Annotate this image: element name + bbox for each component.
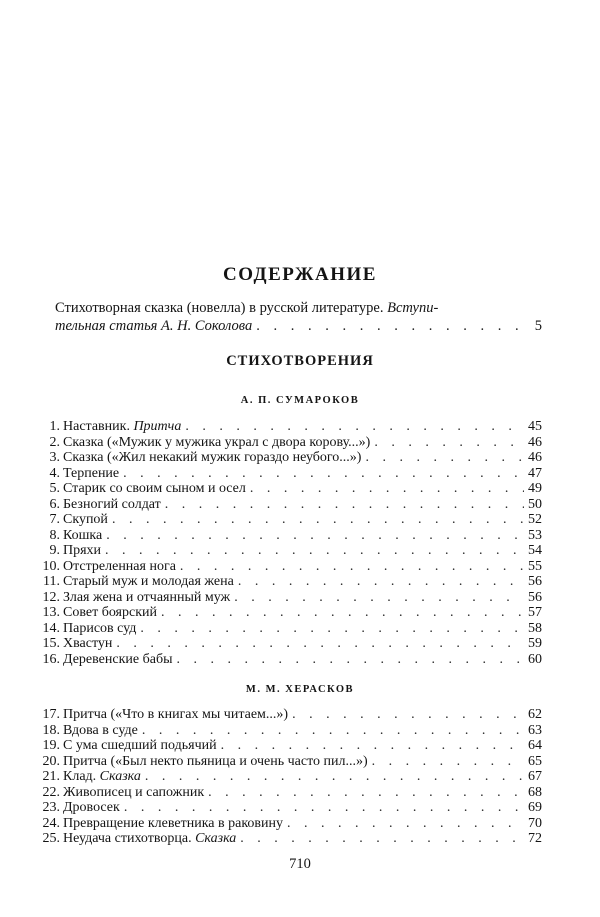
entry-number: 12. [42, 589, 60, 605]
toc-entry [36, 800, 542, 816]
leader-dots [124, 800, 524, 816]
entry-number: 21. [42, 769, 60, 784]
toc-entry [36, 574, 542, 590]
leader-dots [374, 435, 524, 451]
entry-number: 9. [49, 543, 60, 558]
leader-dots [145, 769, 524, 785]
intro-text: Стихотворная сказка (новелла) в русской литературе. [55, 300, 384, 316]
entry-subtitle: Притча [133, 419, 182, 434]
entry-title-wrap [63, 590, 230, 606]
toc-entry [36, 450, 542, 466]
toc-entry [36, 512, 542, 528]
leader-dots [234, 590, 524, 606]
toc-entry [36, 652, 542, 668]
leader-dots [112, 512, 524, 528]
entry-title: Превращение клеветника в раковину [63, 815, 284, 831]
entry-title-wrap [63, 543, 101, 559]
entry-number: 20. [42, 753, 60, 769]
entry-number: 14. [42, 620, 60, 636]
section-title: СТИХОТВОРЕНИЯ [226, 353, 374, 369]
leader-dots [123, 466, 524, 482]
entry-title: Кошка [63, 527, 103, 543]
toc-entry [36, 466, 542, 482]
toc-entry [36, 481, 542, 497]
entry-subtitle: Сказка [99, 769, 141, 784]
entry-page: 50 [528, 496, 542, 512]
entry-title: Парисов суд [63, 620, 137, 636]
entry-title: Пряхи [63, 543, 102, 558]
entry-number: 22. [42, 784, 60, 800]
entry-number: 5. [49, 481, 60, 496]
entry-page: 47 [528, 465, 542, 481]
entry-page: 46 [528, 450, 542, 465]
entry-title: Притча («Был некто пьяница и очень часто пил...») [63, 753, 368, 769]
entry-page: 67 [528, 769, 542, 784]
entry-page: 54 [528, 543, 542, 558]
entry-title-wrap [63, 738, 217, 754]
entry-title: Совет боярский [63, 605, 157, 620]
entry-title-wrap [63, 621, 136, 637]
entry-page: 55 [528, 558, 542, 574]
entry-number: 6. [49, 496, 60, 512]
leader-dots [250, 481, 524, 497]
page-number: 710 [289, 856, 311, 872]
entry-title: Злая жена и отчаянный муж [63, 589, 231, 605]
entry-number: 1. [49, 419, 60, 434]
entry-page: 72 [528, 831, 542, 846]
entry-number: 11. [43, 574, 60, 589]
entry-number: 2. [49, 434, 60, 450]
entry-title: Скупой [63, 512, 108, 527]
entry-title-wrap [63, 652, 172, 668]
entry-title: Деревенские бабы [63, 651, 173, 667]
entry-number: 7. [49, 512, 60, 527]
author-heading-kheraskov: М. М. ХЕРАСКОВ [245, 684, 355, 695]
leader-dots [185, 419, 524, 435]
toc-entry [36, 605, 542, 621]
leader-dots [165, 497, 524, 513]
entry-title: Притча («Что в книгах мы читаем...») [63, 707, 289, 722]
entry-page: 60 [528, 651, 542, 667]
entry-title-wrap [63, 481, 246, 497]
entry-title: Сказка («Мужик у мужика украл с двора корову...») [63, 434, 371, 450]
entry-title-wrap [63, 497, 161, 513]
toc-entry [36, 636, 542, 652]
leader-dots [240, 831, 524, 847]
leader-dots [105, 543, 524, 559]
toc-entry [36, 723, 542, 739]
entry-title: Вдова в суде [63, 722, 138, 738]
entry-page: 59 [528, 636, 542, 651]
entry-title-wrap [63, 605, 157, 621]
entry-title: Терпение [63, 465, 120, 481]
leader-dots [287, 816, 524, 832]
leader-dots [365, 450, 524, 466]
entry-page: 63 [528, 722, 542, 738]
entry-title-wrap [63, 435, 370, 451]
entry-title-wrap [63, 528, 102, 544]
entry-title: Наставник. [63, 419, 130, 434]
entry-number: 16. [42, 651, 60, 667]
entry-title-wrap [63, 800, 120, 816]
entry-page: 70 [528, 815, 542, 831]
toc-list-sumarokov [36, 419, 542, 667]
entry-title-wrap [63, 466, 119, 482]
leader-dots [176, 652, 524, 668]
entry-title-wrap [63, 419, 181, 435]
entry-title: Старый муж и молодая жена [63, 574, 234, 589]
leader-dots [238, 574, 524, 590]
entry-page: 58 [528, 620, 542, 636]
entry-page: 64 [528, 738, 542, 753]
entry-title-wrap [63, 707, 288, 723]
entry-title: Неудача стихотворца. [63, 831, 192, 846]
entry-subtitle: Сказка [195, 831, 237, 846]
entry-title-wrap [63, 574, 234, 590]
leader-dots [106, 528, 524, 544]
toc-list-kheraskov [36, 707, 542, 847]
entry-number: 24. [42, 815, 60, 831]
entry-title-wrap [63, 769, 141, 785]
entry-page: 69 [528, 800, 542, 815]
toc-entry [36, 590, 542, 606]
entry-number: 10. [42, 558, 60, 574]
entry-title-wrap [63, 559, 176, 575]
entry-title-wrap [63, 816, 283, 832]
entry-page: 62 [528, 707, 542, 722]
entry-number: 8. [49, 527, 60, 543]
entry-title: Безногий солдат [63, 496, 161, 512]
entry-page: 53 [528, 527, 542, 543]
leader-dots [208, 785, 524, 801]
intro-text-italic: Вступи- [387, 300, 439, 316]
entry-number: 4. [49, 465, 60, 481]
entry-title-wrap [63, 831, 236, 847]
intro-line-2 [55, 317, 542, 335]
entry-number: 18. [42, 722, 60, 738]
entry-title: Хвастун [63, 636, 113, 651]
leader-dots [221, 738, 524, 754]
entry-number: 3. [49, 450, 60, 465]
leader-dots [140, 621, 524, 637]
entry-title: С ума сшедший подьячий [63, 738, 217, 753]
leader-dots [116, 636, 524, 652]
entry-title: Дровосек [63, 800, 120, 815]
entry-page: 57 [528, 605, 542, 620]
entry-title: Клад. [63, 769, 97, 784]
toc-entry [36, 785, 542, 801]
leader-dots [180, 559, 524, 575]
toc-entry [36, 419, 542, 435]
entry-title-wrap [63, 785, 204, 801]
entry-number: 15. [42, 636, 60, 651]
leader-dots [142, 723, 524, 739]
entry-title: Сказка («Жил некакий мужик гораздо неубого...») [63, 450, 362, 465]
toc-entry [36, 621, 542, 637]
toc-entry [36, 559, 542, 575]
entry-number: 23. [42, 800, 60, 815]
entry-title-wrap [63, 512, 108, 528]
toc-entry [36, 707, 542, 723]
entry-page: 68 [528, 784, 542, 800]
entry-number: 17. [42, 707, 60, 722]
entry-title-wrap [63, 723, 138, 739]
author-heading-sumarokov: А. П. СУМАРОКОВ [240, 395, 360, 406]
entry-page: 56 [528, 574, 542, 589]
entry-title-wrap [63, 636, 112, 652]
intro-author-italic: тельная статья А. Н. Соколова [55, 318, 253, 334]
entry-title-wrap [63, 450, 361, 466]
entry-number: 19. [42, 738, 60, 753]
entry-page: 65 [528, 753, 542, 769]
entry-page: 49 [528, 481, 542, 496]
entry-page: 45 [528, 419, 542, 434]
leader-dots [292, 707, 524, 723]
entry-title: Живописец и сапожник [63, 784, 205, 800]
toc-entry [36, 754, 542, 770]
entry-page: 52 [528, 512, 542, 527]
entry-number: 25. [42, 831, 60, 846]
leader-dots [256, 317, 524, 335]
toc-entry [36, 528, 542, 544]
toc-entry [36, 769, 542, 785]
intro-entry [55, 299, 542, 335]
intro-page: 5 [534, 318, 542, 334]
entry-page: 46 [528, 434, 542, 450]
entry-title: Старик со своим сыном и осел [63, 481, 246, 496]
toc-entry [36, 816, 542, 832]
toc-entry [36, 435, 542, 451]
contents-title: СОДЕРЖАНИЕ [223, 264, 377, 285]
leader-dots [372, 754, 524, 770]
leader-dots [161, 605, 524, 621]
toc-entry [36, 497, 542, 513]
intro-line-1 [55, 299, 542, 317]
toc-entry [36, 738, 542, 754]
toc-entry [36, 543, 542, 559]
toc-entry [36, 831, 542, 847]
entry-title: Отстреленная нога [63, 558, 176, 574]
entry-page: 56 [528, 589, 542, 605]
entry-title-wrap [63, 754, 368, 770]
entry-number: 13. [42, 605, 60, 620]
